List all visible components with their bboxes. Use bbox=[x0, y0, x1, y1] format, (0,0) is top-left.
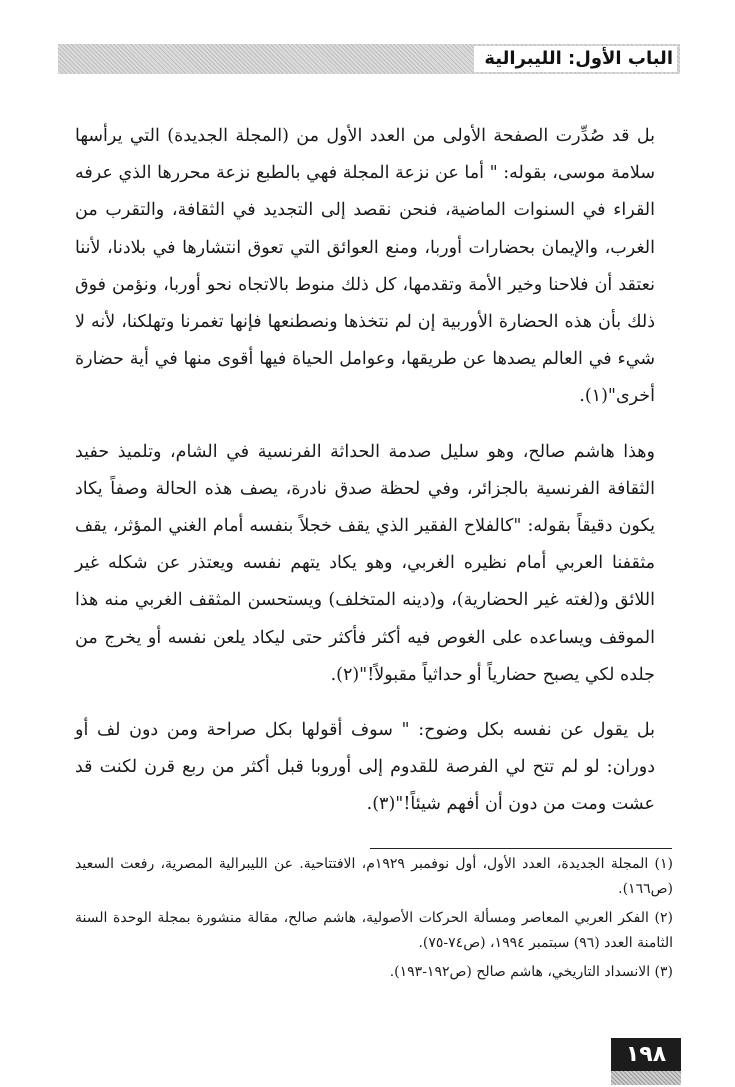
footnote-1: (١) المجلة الجديدة، العدد الأول، أول نوفمبر ١٩٢٩م، الافتتاحية. عن الليبرالية المصرية، رفعت السعيد (ص١٦٦). bbox=[75, 856, 673, 897]
page-number-ornament bbox=[611, 1071, 681, 1085]
paragraph-3: بل يقول عن نفسه بكل وضوح: " سوف أقولها بكل صراحة ومن دون لف أو دوران: لو لم تتح لي الفرصة للقدوم إلى أوروبا قبل أكثر من ربع قرن لكنت قد عشت ومت من دون أن أفهم شيئاً!"(٣). bbox=[75, 720, 655, 815]
body-text bbox=[75, 118, 655, 842]
footnote-3: (٣) الانسداد التاريخي، هاشم صالح (ص١٩٢-١٩٣). bbox=[389, 964, 673, 980]
footnote-separator bbox=[370, 848, 672, 849]
page-number: ١٩٨ bbox=[611, 1038, 681, 1071]
footnotes bbox=[75, 852, 673, 989]
chapter-header-title: الباب الأول: الليبرالية bbox=[474, 46, 677, 72]
footnote-2: (٢) الفكر العربي المعاصر ومسألة الحركات الأصولية، هاشم صالح، مقالة منشورة بمجلة الوحدة السنة الثامنة العدد (٩٦) سبتمبر ١٩٩٤، (ص٧٤-٧٥). bbox=[75, 910, 673, 951]
paragraph-1: بل قد صُدِّرت الصفحة الأولى من العدد الأول من (المجلة الجديدة) التي يرأسها سلامة موسى، بقوله: " أما عن نزعة المجلة فهي بالطبع نزعة محررها الذي عرفه القراء في السنوات الماضية، فنحن نقصد إلى التجديد في الثقافة، والتقرب من الغرب، والإيمان بحضارات أوربا، ومنع العوائق التي تعوق انتشارها في بلادنا، لأننا نعتقد أن فلاحنا وخير الأمة وتقدمها، كل ذلك منوط بالاتجاه نحو أوربا، ونؤمن فوق ذلك بأن هذه الحضارة الأوربية إن لم نتخذها ونصطنعها فإنها تغمرنا وتهلكنا، لأنه لا شيء في العالم يصدها عن طريقها، وعوامل الحياة فيها أقوى منها في أية حضارة أخرى"(١). bbox=[75, 126, 655, 407]
paragraph-2: وهذا هاشم صالح، وهو سليل صدمة الحداثة الفرنسية في الشام، وتلميذ حفيد الثقافة الفرنسية بالجزائر، وفي لحظة صدق نادرة، يصف هذه الحالة وصفاً يكاد يكون دقيقاً بقوله: "كالفلاح الفقير الذي يقف خجلاً بنفسه أمام الغني المؤثر، يقف مثقفنا العربي أمام نظيره الغربي، وهو يكاد يتهم نفسه ويعتذر عن شكله غير اللائق و(لغته غير الحضارية)، و(دينه المتخلف) ويستحسن المثقف الغربي منه هذا الموقف ويساعده على الغوص فيه أكثر فأكثر حتى ليكاد يلعن نفسه أو يخرج من جلده لكي يصبح حضارياً أو حداثياً مقبولاً!"(٢). bbox=[75, 441, 655, 685]
